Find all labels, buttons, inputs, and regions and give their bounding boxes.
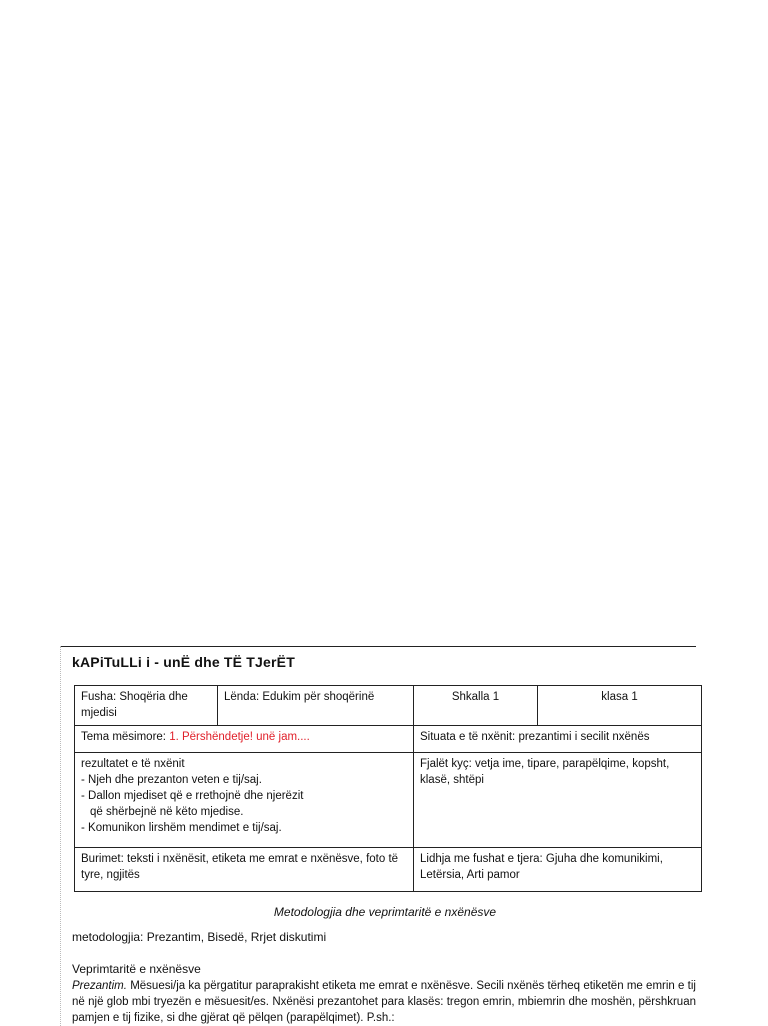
- methodology-title: Metodologjia dhe veprimtaritë e nxënësve: [273, 905, 497, 919]
- rezultatet-title: rezultatet e të nxënit: [81, 758, 185, 770]
- table-row: [75, 686, 702, 726]
- shkalla-cell: Shkalla 1: [414, 686, 538, 726]
- rezultatet-list: [81, 772, 407, 836]
- tema-cell: [75, 726, 414, 753]
- lenda-cell: Lënda: Edukim për shoqërinë: [218, 686, 414, 726]
- table-row: [75, 753, 702, 848]
- lesson-plan-table: [74, 685, 702, 892]
- table-row: [75, 726, 702, 753]
- list-item: që shërbejnë në këto mjedise.: [90, 806, 244, 818]
- rezultatet-cell: [75, 753, 414, 848]
- activities-lead: Prezantim.: [72, 980, 127, 992]
- top-rule: [60, 646, 696, 647]
- tema-value: 1. Përshëndetje! unë jam....: [169, 731, 310, 743]
- situata-cell: Situata e të nxënit: prezantimi i secilit nxënës: [414, 726, 702, 753]
- list-item: - Njeh dhe prezanton veten e tij/saj.: [81, 774, 262, 786]
- lidhja-cell: Lidhja me fushat e tjera: Gjuha dhe komunikimi, Letërsia, Arti pamor: [414, 848, 702, 892]
- left-margin-line: [60, 646, 61, 1026]
- list-item: - Dallon mjediset që e rrethojnë dhe njerëzit: [81, 790, 304, 802]
- fusha-cell: Fusha: Shoqëria dhe mjedisi: [75, 686, 218, 726]
- list-item: - Komunikon lirshëm mendimet e tij/saj.: [81, 822, 282, 834]
- chapter-title: kAPiTuLLi i - unË dhe TË TJerËT: [72, 654, 295, 670]
- activities-paragraph: [72, 978, 696, 1026]
- methodology-line: metodologjia: Prezantim, Bisedë, Rrjet diskutimi: [72, 930, 327, 944]
- table-row: [75, 848, 702, 892]
- activities-text: Mësuesi/ja ka përgatitur paraprakisht etiketa me emrat e nxënësve. Secili nxënës tërheq etiketën me emrin e tij në një glob mbi tryezën e mësuesit/es. Nxënësi prezantohet para klasës: tregon emrin, mbiemrin dhe moshën, përshkruan pamjen e tij fizike, si dhe gjërat që pëlqen (parapëlqimet). P.sh.:: [72, 980, 696, 1024]
- klasa-cell: klasa 1: [538, 686, 702, 726]
- activities-title: Veprimtaritë e nxënësve: [72, 962, 201, 976]
- tema-label: Tema mësimore:: [81, 731, 170, 743]
- fjalet-kyc-cell: Fjalët kyç: vetja ime, tipare, parapëlqime, kopsht, klasë, shtëpi: [414, 753, 702, 848]
- burimet-cell: Burimet: teksti i nxënësit, etiketa me emrat e nxënësve, foto të tyre, ngjitës: [75, 848, 414, 892]
